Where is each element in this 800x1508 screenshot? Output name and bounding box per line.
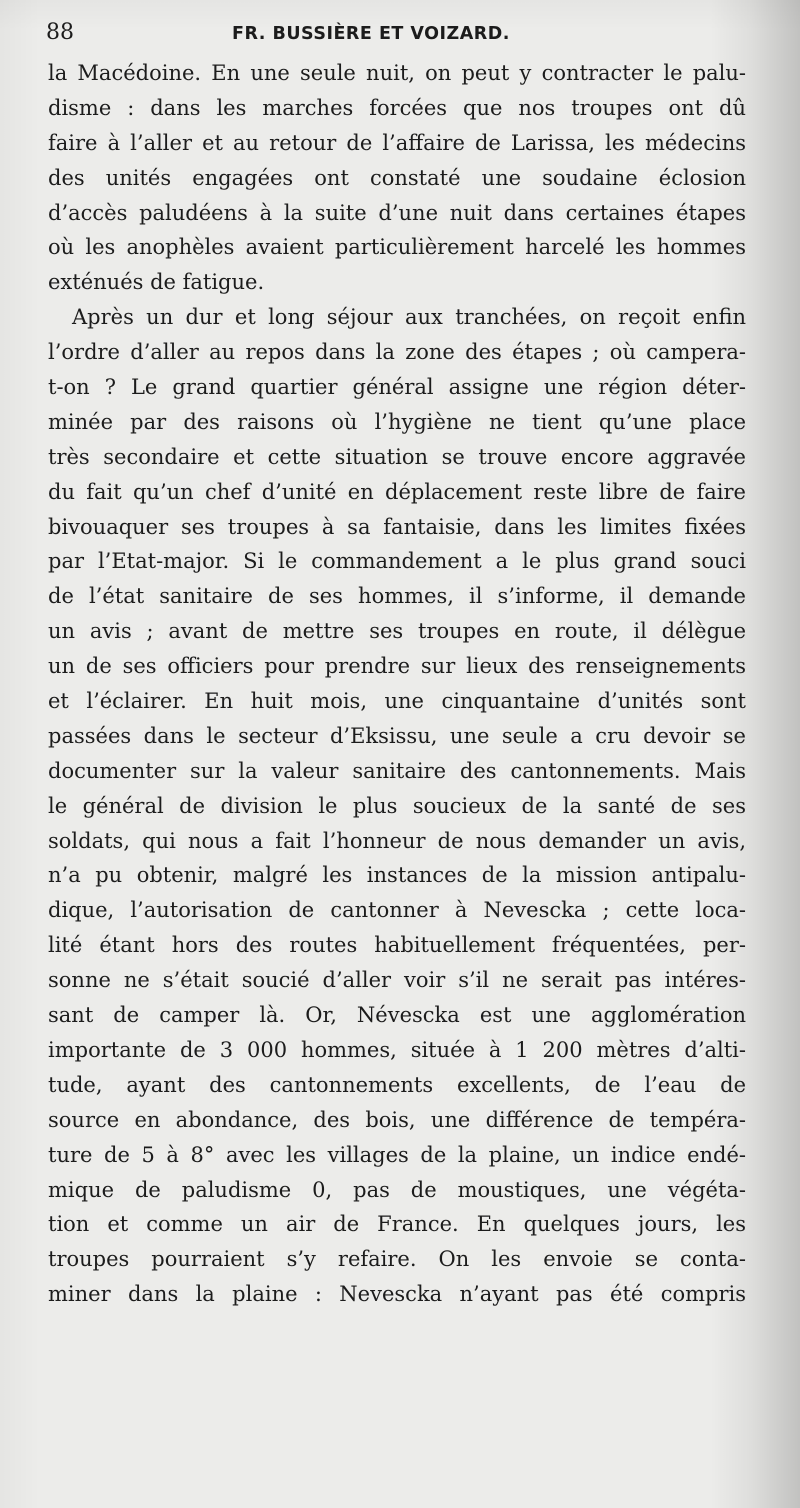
text-line: d’accès paludéens à la suite d’une nuit dans certaines étapes	[48, 200, 746, 225]
text-line: bivouaquer ses troupes à sa fantaisie, dans les limites fixées	[48, 514, 746, 539]
text-line: de l’état sanitaire de ses hommes, il s’informe, il demande	[48, 584, 746, 609]
text-line: troupes pourraient s’y refaire. On les envoie se conta-	[48, 1247, 746, 1272]
text-line: exténués de fatigue.	[48, 270, 265, 295]
text-line: importante de 3 000 hommes, située à 1 200 mètres d’alti-	[48, 1037, 746, 1062]
text-line: du fait qu’un chef d’unité en déplacement reste libre de faire	[48, 479, 746, 504]
text-line: tude, ayant des cantonnements excellents, de l’eau de	[48, 1072, 746, 1097]
page-number: 88	[46, 20, 74, 45]
text-line: des unités engagées ont constaté une soudaine éclosion	[48, 165, 746, 190]
text-line: le général de division le plus soucieux de la santé de ses	[48, 793, 746, 818]
text-line: la Macédoine. En une seule nuit, on peut y contracter le palu-	[48, 61, 746, 85]
text-line: disme : dans les marches forcées que nos troupes ont dû	[48, 95, 746, 120]
text-line: l’ordre d’aller au repos dans la zone des étapes ; où campera-	[48, 340, 746, 365]
text-line: documenter sur la valeur sanitaire des cantonnements. Mais	[48, 758, 746, 783]
paragraph-1	[48, 56, 746, 300]
text-line: faire à l’aller et au retour de l’affaire de Larissa, les médecins	[48, 130, 746, 155]
text-line: lité étant hors des routes habituellement fréquentées, per-	[48, 933, 746, 958]
text-line: tion et comme un air de France. En quelques jours, les	[48, 1212, 746, 1237]
text-line: Après un dur et long séjour aux tranchées, on reçoit enfin	[72, 305, 746, 330]
text-line: soldats, qui nous a fait l’honneur de nous demander un avis,	[48, 828, 746, 853]
text-line: un avis ; avant de mettre ses troupes en route, il délègue	[48, 619, 746, 644]
text-line: source en abondance, des bois, une différence de tempéra-	[48, 1107, 746, 1132]
text-line: un de ses officiers pour prendre sur lieux des renseignements	[48, 654, 746, 679]
running-head: FR. BUSSIÈRE ET VOIZARD.	[232, 24, 510, 44]
body-text	[48, 56, 746, 1312]
text-line: n’a pu obtenir, malgré les instances de la mission antipalu-	[48, 863, 746, 888]
paragraph-2	[48, 300, 746, 1312]
text-line: ture de 5 à 8° avec les villages de la plaine, un indice endé-	[48, 1142, 746, 1167]
text-line: minée par des raisons où l’hygiène ne tient qu’une place	[48, 409, 746, 434]
text-line: par l’Etat-major. Si le commandement a le plus grand souci	[48, 549, 746, 574]
text-line: sant de camper là. Or, Névescka est une agglomération	[48, 1003, 746, 1028]
text-line: miner dans la plaine : Nevescka n’ayant pas été compris	[48, 1282, 746, 1307]
text-line: où les anophèles avaient particulièrement harcelé les hommes	[48, 235, 746, 260]
text-line: sonne ne s’était soucié d’aller voir s’il ne serait pas intéres-	[48, 968, 746, 993]
text-line: passées dans le secteur d’Eksissu, une seule a cru devoir se	[48, 723, 746, 748]
text-line: très secondaire et cette situation se trouve encore aggravée	[48, 444, 746, 469]
text-line: mique de paludisme 0, pas de moustiques, une végéta-	[48, 1177, 746, 1202]
text-line: et l’éclairer. En huit mois, une cinquantaine d’unités sont	[48, 689, 746, 714]
text-line: dique, l’autorisation de cantonner à Nevescka ; cette loca-	[48, 898, 746, 923]
text-line: t-on ? Le grand quartier général assigne une région déter-	[48, 375, 746, 400]
page-header	[40, 20, 760, 50]
